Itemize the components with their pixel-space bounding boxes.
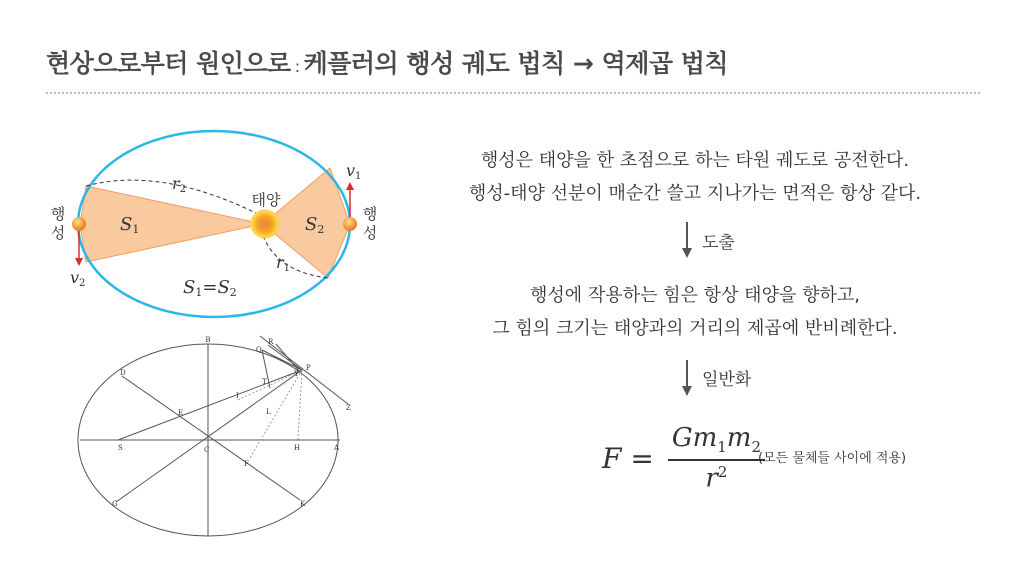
- formula-r: r: [705, 463, 718, 494]
- principia-label-e: E: [178, 409, 184, 417]
- v2-sub: 2: [79, 278, 86, 289]
- principia-label-t: T: [262, 378, 267, 386]
- principia-label-l: L: [266, 408, 271, 416]
- gravitation-formula: [602, 418, 765, 498]
- area-s1-label: S: [120, 214, 133, 235]
- formula-eq: =: [630, 441, 654, 475]
- title-sub: 케플러의 행성 궤도 법칙 → 역제곱 법칙: [303, 49, 729, 78]
- sun-label: 태양: [251, 191, 281, 209]
- eq-s2: S: [217, 277, 230, 298]
- formula-m1: m: [692, 422, 718, 453]
- planet-left-label-2: 성: [50, 224, 66, 242]
- title-separator: :: [294, 57, 300, 76]
- derive-label: 도출: [702, 233, 735, 253]
- force-statement-line2: 그 힘의 크기는 태양과의 거리의 제곱에 반비례한다.: [492, 318, 898, 339]
- principia-label-g: G: [112, 500, 118, 508]
- area-s1-sub: 1: [132, 223, 140, 236]
- eq-sign: =: [202, 277, 218, 298]
- formula-m2: m: [726, 422, 752, 453]
- formula-fraction: [668, 423, 765, 494]
- kepler-statement-line2: 행성-태양 선분이 매순간 쓸고 지나가는 면적은 항상 같다.: [468, 183, 922, 204]
- principia-label-h: H: [294, 444, 301, 452]
- formula-r-exp: 2: [717, 462, 728, 481]
- principia-label-c: C: [204, 446, 210, 454]
- area-s2-sub: 2: [317, 223, 325, 236]
- principia-label-s: S: [118, 444, 123, 452]
- eq-s1: S: [183, 277, 196, 298]
- principia-label-i: I: [236, 392, 239, 400]
- formula-note: (모든 물체들 사이에 적용): [758, 451, 907, 466]
- eq-s2-sub: 2: [229, 286, 237, 299]
- r2-label: r: [172, 174, 180, 193]
- formula-m1-sub: 1: [717, 437, 727, 456]
- principia-label-d: D: [120, 369, 126, 377]
- r1-sub: 1: [283, 263, 291, 274]
- principia-label-k: K: [300, 500, 306, 508]
- v2-label: v: [70, 268, 80, 287]
- v1-label: v: [346, 161, 356, 180]
- formula-numerator: [668, 423, 765, 461]
- area-s2-label: S: [305, 214, 318, 235]
- principia-label-b: B: [205, 336, 211, 344]
- planet-right-label-1: 행: [362, 205, 378, 223]
- principia-label-y: Y: [294, 370, 299, 378]
- generalize-label: 일반화: [702, 370, 752, 390]
- planet-right-label-2: 성: [362, 224, 378, 242]
- eq-s1-sub: 1: [195, 286, 203, 299]
- principia-label-a: A: [334, 444, 340, 452]
- formula-f: F: [602, 441, 622, 475]
- principia-label-f: F: [244, 460, 249, 468]
- formula-denominator: [705, 461, 727, 494]
- r1-label: r: [276, 253, 284, 272]
- formula-lhs: [602, 442, 654, 475]
- formula-g: G: [671, 422, 693, 453]
- principia-label-z: Z: [346, 404, 351, 412]
- title-main: 현상으로부터 원인으로: [46, 49, 291, 78]
- v1-sub: 1: [355, 171, 362, 182]
- formula-m2-sub: 2: [751, 437, 761, 456]
- principia-label-r: R: [268, 338, 274, 346]
- principia-label-q: Q: [256, 346, 262, 354]
- r2-sub: 2: [179, 184, 187, 195]
- principia-label-p: P: [306, 364, 311, 372]
- kepler-statement-line1: 행성은 태양을 한 초점으로 하는 타원 궤도로 공전한다.: [480, 150, 910, 171]
- force-statement-line1: 행성에 작용하는 힘은 항상 태양을 향하고,: [530, 285, 860, 306]
- planet-left-label-1: 행: [50, 205, 66, 223]
